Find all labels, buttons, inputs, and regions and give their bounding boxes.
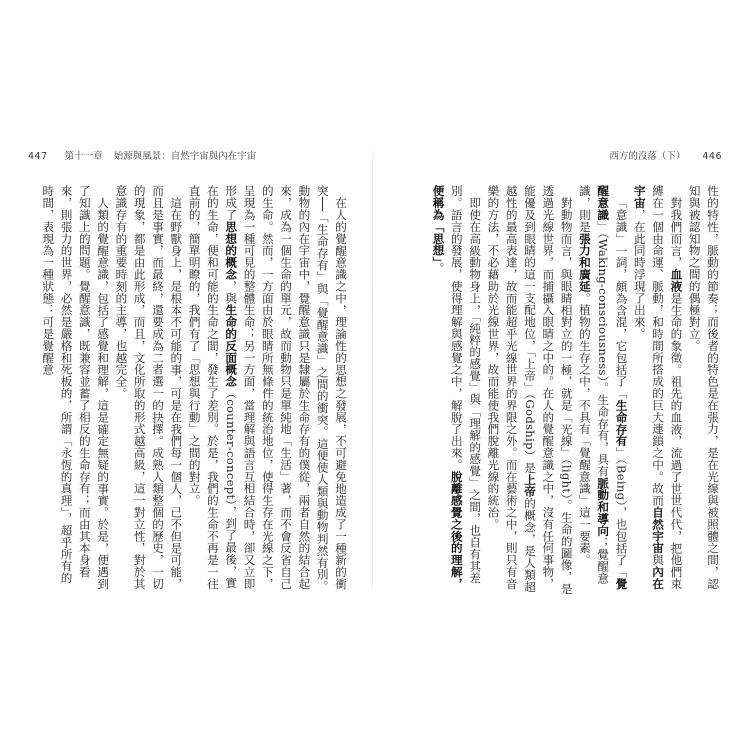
paragraph bbox=[484, 185, 575, 595]
paragraph bbox=[631, 185, 686, 595]
text-run: 即使在高級動物身上，「純粹的感覺」與「理解的感覺」之間，也自有其差別。語言的發展，使得理解與感覺之中，解脫了出來。 bbox=[449, 185, 483, 585]
text-run: 對我們而言， bbox=[669, 197, 684, 269]
bold-term: 血液 bbox=[669, 268, 684, 293]
text-run: ，與 bbox=[224, 280, 239, 305]
paragraph bbox=[112, 185, 185, 595]
left-running-header bbox=[28, 149, 256, 165]
paragraph bbox=[39, 185, 112, 595]
text-run: ；覺醒意識，則是 bbox=[577, 185, 611, 585]
paragraph bbox=[429, 185, 484, 595]
bold-term: 生命存有 bbox=[614, 399, 629, 448]
text-run: 的概念，是人類超越性的最高表達，故而能超乎光線世界的界限之外。而在藝術之中，則只有音樂的方法，不必藉助於光線世界，故而能使我們脫離光線的統治。 bbox=[486, 185, 538, 593]
bold-term: 內在宇宙 bbox=[632, 185, 666, 590]
paragraph bbox=[185, 185, 350, 595]
paragraph bbox=[576, 185, 631, 595]
text-run: 對動物而言，與眼睛相對立的一極，就是「光線」（light）。生命的圖像，是透過光線世界，而捕攝入眼睛之中的。在人的覺醒意識之中，沒有任何事物，能優及到眼睛的這一支配地位，「上帝」（Godship）是 bbox=[523, 185, 574, 595]
text-run: ，在此同時浮現了出來。 bbox=[632, 208, 647, 340]
text-run: 與 bbox=[651, 553, 666, 566]
right-book-title: 西方的沒落（下） bbox=[609, 151, 686, 162]
bold-term: 思想的概念 bbox=[224, 220, 239, 281]
left-page-body bbox=[28, 185, 350, 595]
text-run: 。 bbox=[431, 262, 446, 275]
right-page-number: 446 bbox=[702, 151, 722, 162]
text-run: 在人的覺醒意識之中，理論性的思想之發展，不可避免地造成了一種新的衝突──「生命存有」與「覺醒意識」之間的衝突。這便使人類與動物判然有別。動物的內在宇宙中，覺醒意識只是隸屬於生命存有的僕從，兩者自然的結合起來，成為一個生命的單元，故而動物只是單純地「生活」著，而不會反省自己的生命。然而，一方面由於眼睛所無條件的統治地位，使得生存在光線之下，呈現為一種可見的整體生命；另一方面，當理解與語言互相結合時，卻又立即形成了 bbox=[224, 185, 348, 593]
paragraph bbox=[685, 185, 722, 595]
bold-term: 脈動和導向 bbox=[596, 477, 611, 537]
text-run: （counter-concept），到了最後，實在的生命，便和可能的生命之間，發生了差別。於是，我們的生命不再是一往直前的，簡單明瞭的，我們有了「思想與行動」之間的對立。 bbox=[187, 185, 239, 590]
text-run: 性的特性，脈動的節奏；而後者的特色是在張力，是在光線與被照體之間，認知與被認知物之間的偶極對立。 bbox=[687, 185, 720, 590]
text-run: 「意識」一詞，頗為含混，它包括了「 bbox=[614, 197, 629, 400]
bold-term: 脫離感覺之後的理解，便稱為「思想」 bbox=[431, 185, 464, 590]
text-run: 」（Waking-consciousness）。生命存有，具有 bbox=[596, 220, 611, 478]
bold-term: 覺醒意識 bbox=[596, 185, 629, 590]
text-run: 是生命的象徵。祖先的血液，流過了世世代代，把他們束縛在一個由命運、脈動，和時間所搭成的巨大連鎖之中。故而 bbox=[651, 185, 684, 590]
bold-term: 張力和廣延 bbox=[577, 232, 592, 293]
text-run: 這在野獸身上，是根本不可能的事，可是在我們每一個人，已不但是可能，而且是事實，而最終，還要成為二者選一的抉擇。成熟人類整個的歷史，一切的現象，都是由此形成，而且，文化所取的形式越高級，這一對立性，對於其意識存有的重要時刻的主導，也越完全。 bbox=[114, 185, 184, 590]
left-page-number: 447 bbox=[28, 151, 48, 162]
text-run: 」（Being），也包括了「 bbox=[614, 447, 629, 579]
bold-term: 上帝 bbox=[523, 473, 538, 498]
text-run: 。植物的生存之中，不具有「覺醒意識」這一要素。 bbox=[577, 292, 592, 566]
bold-term: 自然宇宙 bbox=[651, 506, 666, 554]
text-run: 人類的覺醒意識，包括了感覺和理解，這是確定無疑的事實。於是，便遇到了知識上的問題。覺醒意識，既兼容並蓄了相反的生命存有；而由其本身看來，則張力的世界，必然是嚴格和死板的，所謂「永恆的真理」，超乎所有的時間，表現為一種狀態：可是覺醒意 bbox=[41, 185, 111, 590]
bold-term: 生命的反面概念 bbox=[224, 304, 239, 388]
page-gutter bbox=[372, 150, 373, 590]
right-page-body bbox=[406, 185, 722, 595]
left-chapter-title: 始源與風景：自然宇宙與內在宇宙 bbox=[113, 151, 257, 162]
right-running-header bbox=[609, 149, 722, 165]
left-chapter-label: 第十一章 bbox=[64, 151, 103, 162]
